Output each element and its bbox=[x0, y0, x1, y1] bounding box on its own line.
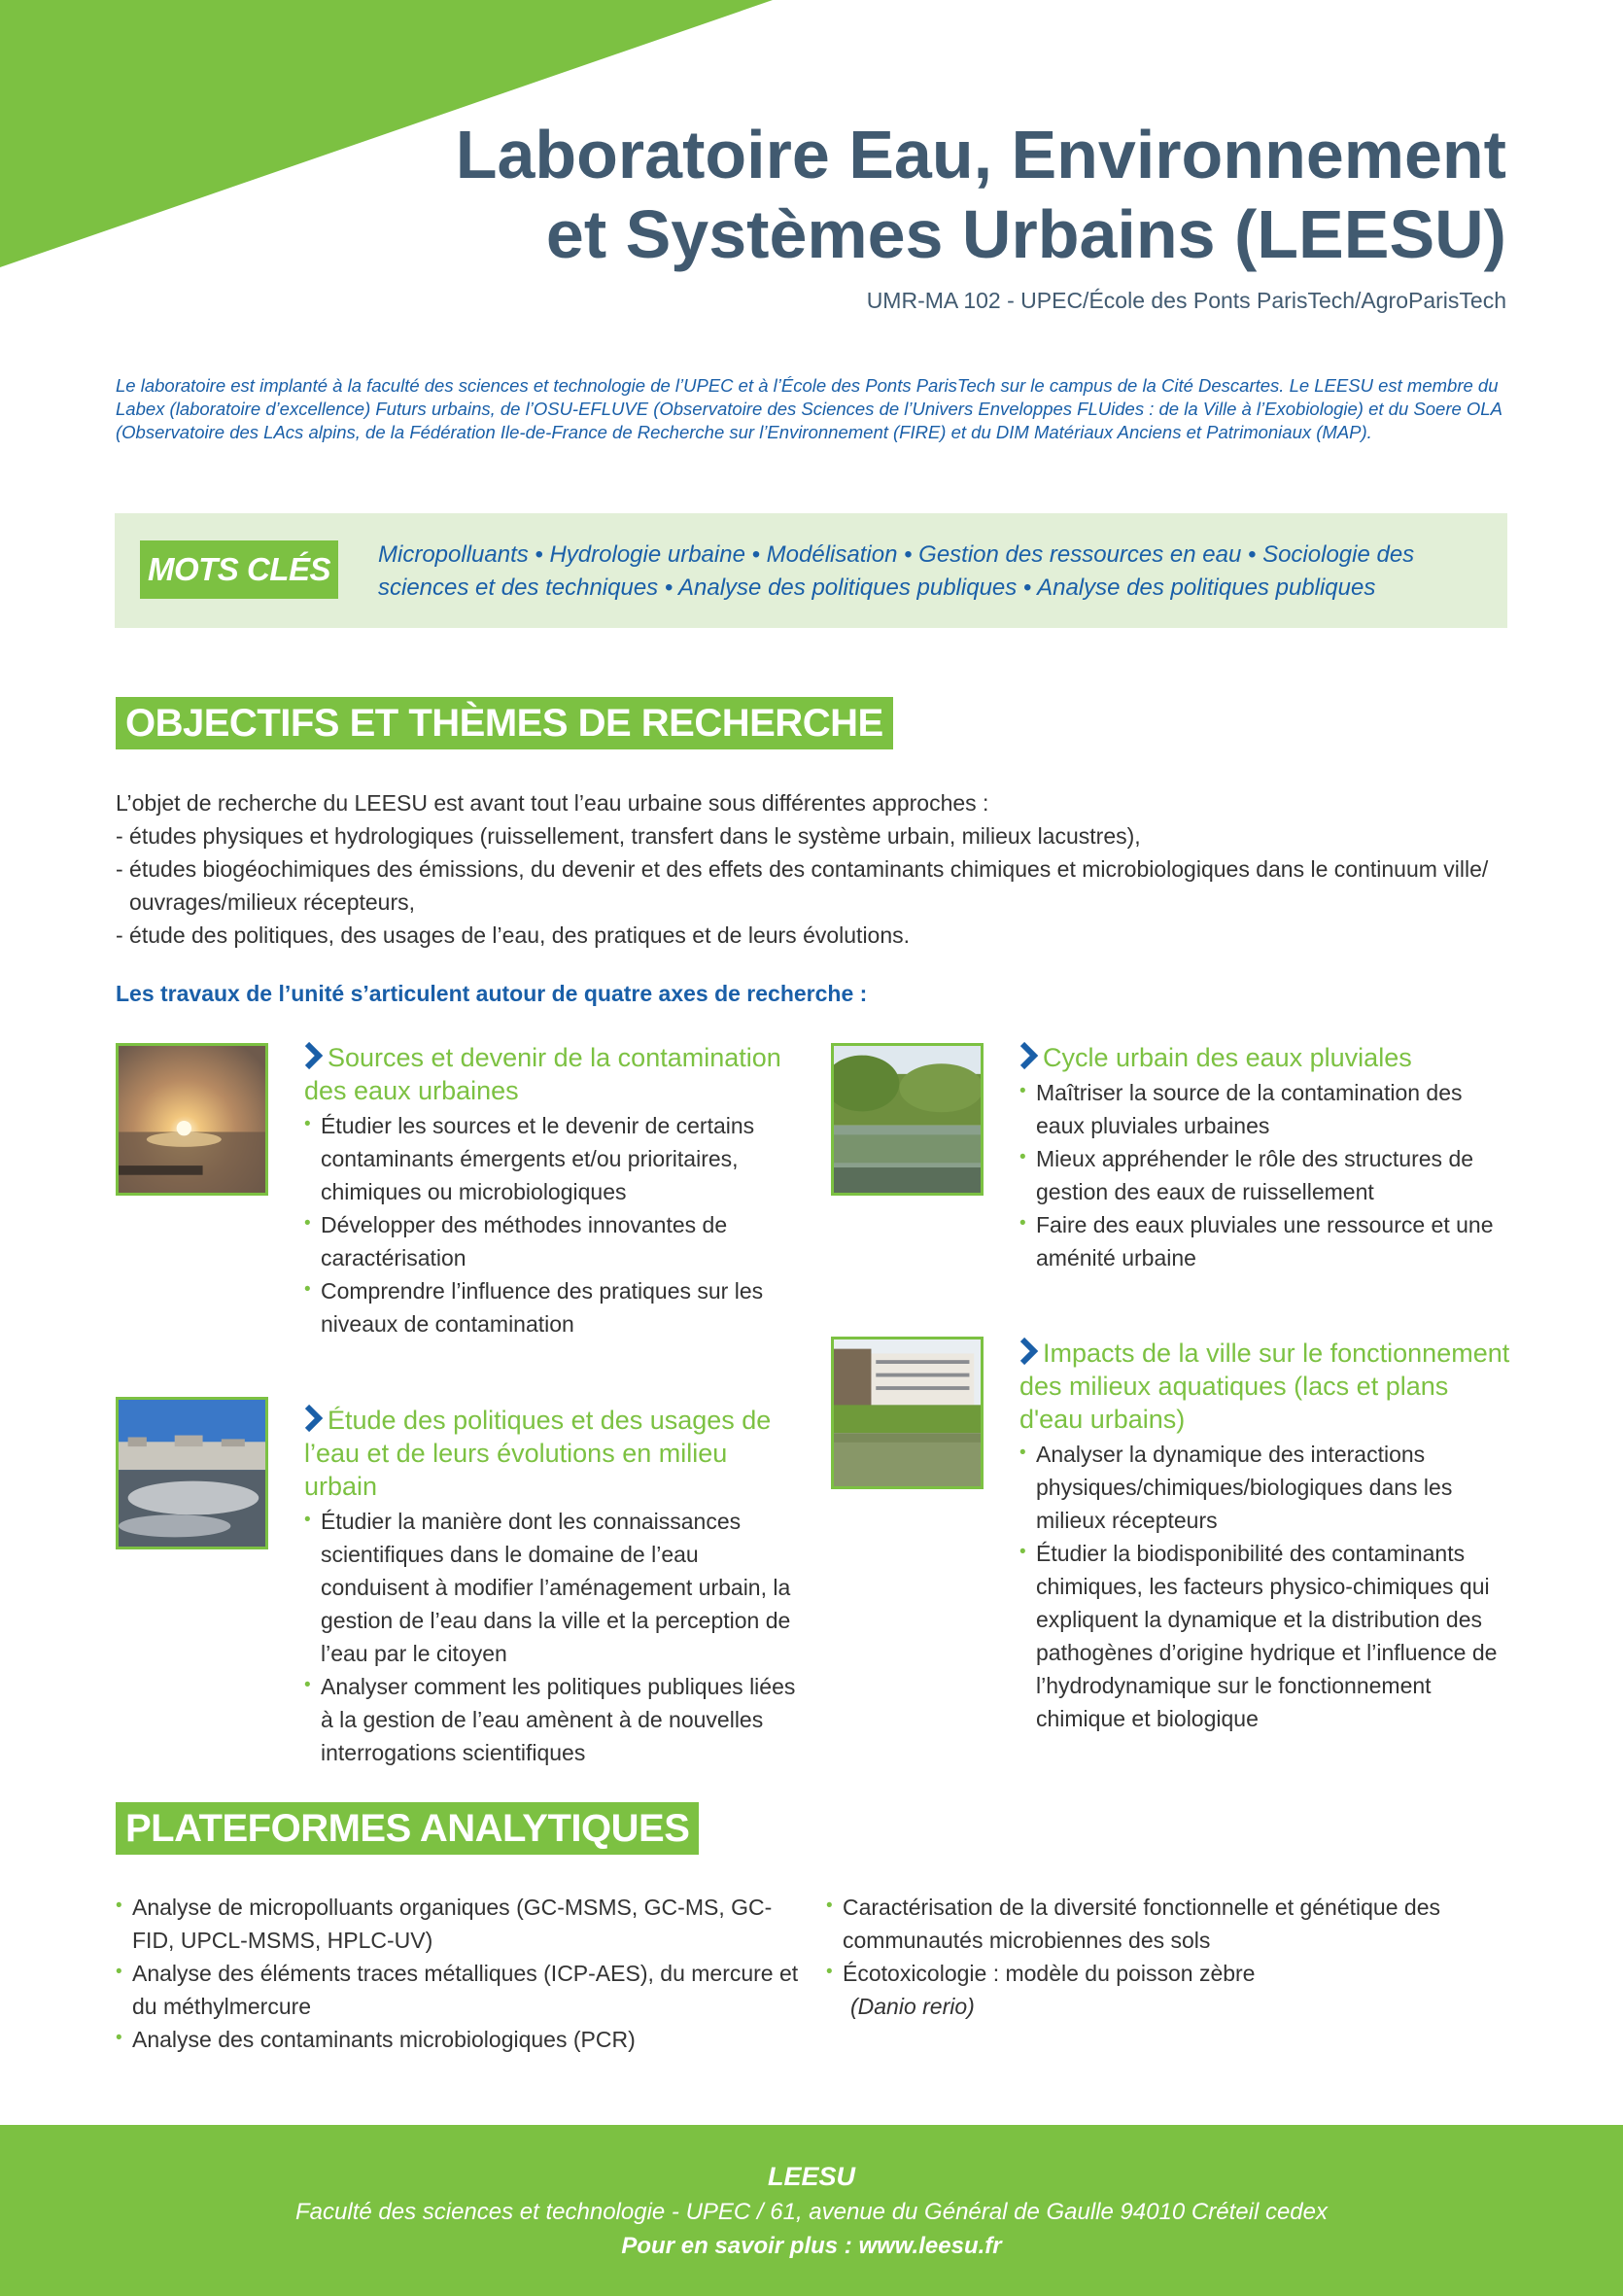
axis-title-text: Sources et devenir de la contamination des eaux urbaines bbox=[304, 1043, 781, 1105]
axis-list bbox=[304, 1505, 800, 1769]
page-subtitle: UMR-MA 102 - UPEC/École des Ponts ParisTech/AgroParisTech bbox=[866, 288, 1506, 313]
list-item: • Comprendre l’influence des pratiques sur les niveaux de contamination bbox=[304, 1274, 790, 1340]
research-lead: Les travaux de l’unité s’articulent autour de quatre axes de recherche : bbox=[116, 981, 868, 1006]
sunset-lake-photo bbox=[116, 1043, 268, 1196]
research-heading: OBJECTIFS ET THÈMES DE RECHERCHE bbox=[116, 697, 893, 749]
list-item: • Étudier la biodisponibilité des contaminants chimiques, les facteurs physico-chimiques qui expliquent la dynamique et la distribution des pathogènes d’origine hydrique et l’influence de l’hydrodynamique sur le fonctionnement chimique et biologique bbox=[1019, 1537, 1515, 1735]
pond-trees-photo bbox=[831, 1043, 984, 1196]
list-item: • Analyser comment les politiques publiques liées à la gestion de l’eau amènent à de nouvelles interrogations scientifiques bbox=[304, 1670, 800, 1769]
list-item: • Étudier la manière dont les connaissances scientifiques dans le domaine de l’eau conduisent à modifier l’aménagement urbain, la gestion de l’eau dans la ville et la perception de l’eau par le citoyen bbox=[304, 1505, 800, 1670]
axis-list bbox=[1019, 1076, 1505, 1274]
axis-title bbox=[1019, 1041, 1505, 1074]
urban-pond-photo bbox=[831, 1337, 984, 1489]
list-item: • Faire des eaux pluviales une ressource et une aménité urbaine bbox=[1019, 1208, 1505, 1274]
chevron-right-icon bbox=[1019, 1041, 1039, 1070]
axis-sources-contamination bbox=[304, 1041, 790, 1340]
footer-address: Faculté des sciences et technologie - UPEC / 61, avenue du Général de Gaulle 94010 Créteil cedex bbox=[295, 2199, 1328, 2225]
chevron-right-icon bbox=[304, 1041, 324, 1070]
list-item: • Étudier les sources et le devenir de certains contaminants émergents et/ou prioritaires, chimiques ou microbiologiques bbox=[304, 1109, 790, 1208]
species-note: (Danio rerio) bbox=[850, 1994, 975, 2019]
footer-lab-name: LEESU bbox=[767, 2162, 856, 2191]
list-item-text: Écotoxicologie : modèle du poisson zèbre bbox=[843, 1961, 1256, 1986]
research-line-5: - étude des politiques, des usages de l’eau, des pratiques et de leurs évolutions. bbox=[116, 922, 911, 948]
axis-title-text: Impacts de la ville sur le fonctionnement des milieux aquatiques (lacs et plans d'eau urbains) bbox=[1019, 1339, 1510, 1434]
list-item bbox=[826, 1957, 1506, 2023]
list-item: • Développer des méthodes innovantes de caractérisation bbox=[304, 1208, 790, 1274]
keywords-box bbox=[115, 513, 1507, 628]
list-item: • Analyse des contaminants microbiologiques (PCR) bbox=[116, 2023, 808, 2056]
list-item: • Maîtriser la source de la contamination des eaux pluviales urbaines bbox=[1019, 1076, 1505, 1142]
research-line-2: - études physiques et hydrologiques (ruissellement, transfert dans le système urbain, milieux lacustres), bbox=[116, 823, 1141, 849]
axis-title-text: Étude des politiques et des usages de l’eau et de leurs évolutions en milieu urbain bbox=[304, 1406, 772, 1501]
research-line-1: L’objet de recherche du LEESU est avant tout l’eau urbaine sous différentes approches : bbox=[116, 790, 989, 816]
axis-title-text: Cycle urbain des eaux pluviales bbox=[1043, 1043, 1412, 1072]
axis-stormwater-cycle bbox=[1019, 1041, 1505, 1274]
page-title bbox=[243, 115, 1506, 274]
axis-title bbox=[304, 1041, 790, 1107]
platforms-list-right bbox=[826, 1891, 1506, 2023]
list-item: • Analyser la dynamique des interactions physiques/chimiques/biologiques dans les milieux récepteurs bbox=[1019, 1438, 1515, 1537]
platforms-list-left bbox=[116, 1891, 808, 2056]
axis-water-policies bbox=[304, 1404, 800, 1769]
list-item: • Mieux appréhender le rôle des structures de gestion des eaux de ruissellement bbox=[1019, 1142, 1505, 1208]
keywords-label: MOTS CLÉS bbox=[140, 540, 338, 599]
list-item: • Analyse des éléments traces métalliques (ICP-AES), du mercure et du méthylmercure bbox=[116, 1957, 808, 2023]
axis-title bbox=[1019, 1337, 1515, 1436]
research-paragraph bbox=[116, 786, 1515, 952]
chevron-right-icon bbox=[1019, 1337, 1039, 1366]
list-item: • Caractérisation de la diversité fonctionnelle et génétique des communautés microbiennes des sols bbox=[826, 1891, 1506, 1957]
footer-website-link[interactable]: Pour en savoir plus : www.leesu.fr bbox=[621, 2233, 1002, 2259]
axis-list bbox=[304, 1109, 790, 1340]
title-line-1: Laboratoire Eau, Environnement bbox=[455, 117, 1506, 192]
footer bbox=[0, 2125, 1623, 2296]
research-line-3: - études biogéochimiques des émissions, du devenir et des effets des contaminants chimiques et microbiologiques dans le continuum ville/ bbox=[116, 856, 1489, 882]
axis-title bbox=[304, 1404, 800, 1503]
intro-paragraph: Le laboratoire est implanté à la faculté des sciences et technologie de l’UPEC et à l’École des Ponts ParisTech sur le campus de la Cité Descartes. Le LEESU est membre du Labex (laboratoire d’excellence) Futurs urbains, de l’OSU-EFLUVE (Observatoire des Sciences de l’Univers Enveloppes FLUides : de la Ville à l’Exobiologie) et du Soere OLA (Observatoire des LAcs alpins, de la Fédération Ile-de-France de Recherche sur l’Environnement (FIRE) et du DIM Matériaux Anciens et Patrimoniaux (MAP). bbox=[116, 375, 1502, 442]
list-item: • Analyse de micropolluants organiques (GC-MSMS, GC-MS, GC-FID, UPCL-MSMS, HPLC-UV) bbox=[116, 1891, 808, 1957]
platforms-heading: PLATEFORMES ANALYTIQUES bbox=[116, 1802, 699, 1855]
chevron-right-icon bbox=[304, 1404, 324, 1433]
keywords-text: Micropolluants • Hydrologie urbaine • Modélisation • Gestion des ressources en eau • Sociologie des sciences et des techniques • Analyse des politiques publiques • Analyse des politiques publiques bbox=[378, 541, 1415, 601]
axis-list bbox=[1019, 1438, 1515, 1735]
research-line-4: ouvrages/milieux récepteurs, bbox=[129, 889, 416, 915]
axis-city-impacts bbox=[1019, 1337, 1515, 1735]
title-line-2: et Systèmes Urbains (LEESU) bbox=[545, 196, 1506, 272]
treatment-plant-photo bbox=[116, 1397, 268, 1549]
